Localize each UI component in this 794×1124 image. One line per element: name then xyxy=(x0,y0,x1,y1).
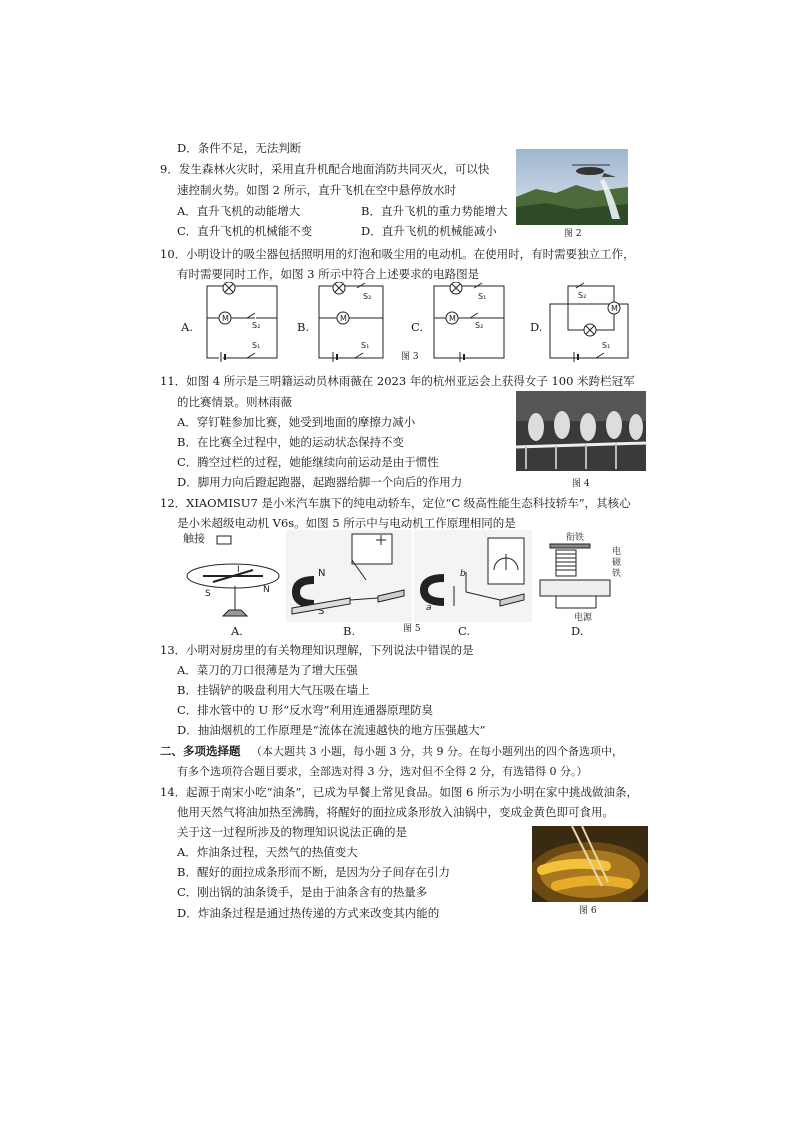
figure-4-hurdles-photo xyxy=(516,391,646,471)
q11-option-b: B．在比赛全过程中，她的运动状态保持不变 xyxy=(177,435,404,449)
q12-option-a-label: A. xyxy=(231,624,243,638)
q10-stem-line2: 有时需要同时工作，如图 3 所示中符合上述要求的电路图是 xyxy=(177,267,480,281)
q12-option-c-label: C. xyxy=(458,624,471,638)
fig5b-north-label: N xyxy=(318,568,326,579)
svg-text:S₁: S₁ xyxy=(252,341,261,350)
q12-option-d-label: D. xyxy=(571,624,584,638)
q14-option-d: D．炸油条过程是通过热传递的方式来改变其内能的 xyxy=(177,906,440,920)
svg-text:S₁: S₁ xyxy=(478,292,487,301)
fig5d-armature-label: 衔铁 xyxy=(566,533,585,543)
q12-option-b-label: B. xyxy=(343,624,356,638)
fig5a-current-label: I xyxy=(237,565,240,575)
q8-option-d: D．条件不足，无法判断 xyxy=(177,141,302,155)
figure-5c-galvanometer-setup xyxy=(414,530,532,622)
q11-stem-line2: 的比赛情景。则林雨薇 xyxy=(177,395,292,409)
svg-text:S₂: S₂ xyxy=(475,321,484,330)
svg-text:S₁: S₁ xyxy=(602,341,611,350)
circuit-b xyxy=(315,282,387,362)
figure-5-caption: 图 5 xyxy=(403,624,421,634)
figure-5d-electromagnet-relay xyxy=(536,530,628,622)
svg-text:M: M xyxy=(222,314,229,323)
fig5a-south-label: S xyxy=(205,589,211,599)
q13-option-c: C．排水管中的 U 形“反水弯”利用连通器原理防臭 xyxy=(177,703,434,717)
svg-text:M: M xyxy=(449,314,456,323)
fig5d-power-label: 电源 xyxy=(574,613,593,622)
section-2-desc-line1: （本大题共 3 小题，每小题 3 分，共 9 分。在每小题列出的四个备选项中， xyxy=(251,745,623,758)
section-2-desc-line2: 有多个选项符合题目要求，全部选对得 3 分，选对但不全得 2 分，有选错得 0 分。） xyxy=(177,765,588,778)
figure-5b-magnet-rails xyxy=(286,530,412,622)
q9-stem-line2: 速控制火势。如图 2 所示，直升飞机在空中悬停放水时 xyxy=(177,183,457,197)
fig5c-a-label: a xyxy=(426,603,432,613)
q10-stem-line1: 10．小明设计的吸尘器包括照明用的灯泡和吸尘用的电动机。在使用时，有时需要独立工作， xyxy=(160,247,635,261)
q12-stem-line1: 12．XIAOMISU7 是小米汽车旗下的纯电动轿车，定位“C 级高性能生态科技轿车”，其核心 xyxy=(160,496,631,510)
q11-option-d: D．脚用力向后蹬起跑器，起跑器给脚一个向后的作用力 xyxy=(177,475,463,489)
circuit-d xyxy=(546,282,632,362)
fig5a-touch-label: 触接 xyxy=(183,532,205,545)
q10-option-a-label: A. xyxy=(181,320,193,334)
q9-option-a: A．直升飞机的动能增大 xyxy=(177,204,301,218)
q10-option-d-label: D. xyxy=(530,320,543,334)
svg-text:M: M xyxy=(611,304,618,313)
q12-stem-line2: 是小米超级电动机 V6s。如图 5 所示中与电动机工作原理相同的是 xyxy=(177,516,516,530)
q13-option-d: D．抽油烟机的工作原理是“流体在流速越快的地方压强越大” xyxy=(177,723,486,737)
figure-6-caption: 图 6 xyxy=(579,906,597,916)
svg-text:S₂: S₂ xyxy=(578,291,587,300)
q14-stem-line3: 关于这一过程所涉及的物理知识说法正确的是 xyxy=(177,825,407,839)
q11-stem-line1: 11．如图 4 所示是三明籍运动员林雨薇在 2023 年的杭州亚运会上获得女子 100 米跨栏冠军 xyxy=(160,374,635,388)
svg-text:S₁: S₁ xyxy=(361,341,370,350)
svg-text:M: M xyxy=(340,314,347,323)
figure-3-caption: 图 3 xyxy=(401,352,419,362)
fig5b-south-label: S xyxy=(318,606,325,617)
fig5a-north-label: N xyxy=(263,585,270,595)
q14-option-b: B．醒好的面拉成条形而不断，是因为分子间存在引力 xyxy=(177,865,450,879)
figure-2-caption: 图 2 xyxy=(564,229,582,239)
q14-option-c: C．刚出锅的油条烫手，是由于油条含有的热量多 xyxy=(177,885,428,899)
section-2-title: 二、多项选择题 xyxy=(160,744,241,758)
q13-option-a: A．菜刀的刀口很薄是为了增大压强 xyxy=(177,663,358,677)
q11-option-c: C．腾空过栏的过程，她能继续向前运动是由于惯性 xyxy=(177,455,439,469)
figure-4-caption: 图 4 xyxy=(572,479,590,489)
q10-option-c-label: C. xyxy=(411,320,424,334)
q9-option-b: B．直升飞机的重力势能增大 xyxy=(361,204,508,218)
q14-stem-line1: 14．起源于南宋小吃“油条”，已成为早餐上常见食品。如图 6 所示为小明在家中挑战做油条， xyxy=(160,785,639,799)
figure-6-youtiao-photo xyxy=(532,826,648,902)
q10-option-b-label: B. xyxy=(297,320,310,334)
svg-text:S₂: S₂ xyxy=(363,292,372,301)
q9-option-c: C．直升飞机的机械能不变 xyxy=(177,224,313,238)
q9-option-d: D．直升飞机的机械能减小 xyxy=(361,224,497,238)
circuit-c xyxy=(430,282,508,362)
figure-2-helicopter-photo xyxy=(516,149,628,225)
q11-option-a: A．穿钉鞋参加比赛，她受到地面的摩擦力减小 xyxy=(177,415,416,429)
svg-text:电磁铁: 电磁铁 xyxy=(612,547,622,579)
q14-stem-line2: 他用天然气将油加热至沸腾，将醒好的面拉成条形放入油锅中，变成金黄色即可食用。 xyxy=(177,805,614,819)
circuit-a xyxy=(203,282,283,362)
svg-text:S₂: S₂ xyxy=(252,321,261,330)
fig5c-b-label: b xyxy=(460,569,466,579)
q9-stem-line1: 9．发生森林火灾时，采用直升机配合地面消防共同灭火，可以快 xyxy=(160,162,490,176)
figure-5a-compass-experiment xyxy=(183,530,283,622)
q13-option-b: B．挂锅铲的吸盘利用大气压吸在墙上 xyxy=(177,683,370,697)
q13-stem: 13．小明对厨房里的有关物理知识理解，下列说法中错误的是 xyxy=(160,643,474,657)
q14-option-a: A．炸油条过程，天然气的热值变大 xyxy=(177,845,358,859)
